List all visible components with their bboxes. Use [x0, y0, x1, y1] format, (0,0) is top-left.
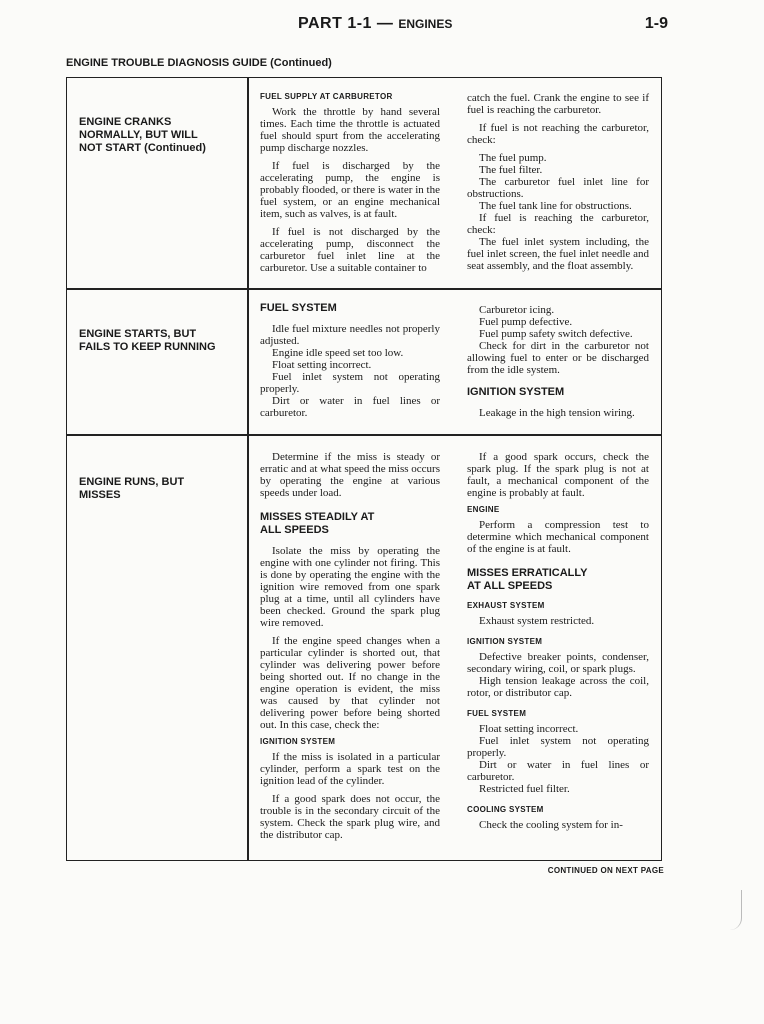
row-divider: [67, 288, 661, 290]
paragraph: If the engine speed changes when a particular cylinder is shorted out, that cylinder was delivering power before being shorted out. If no change in the engine operation is evident, the miss was caused by that cylinder not delivering power before being shorted out. In this case, check the:: [260, 635, 440, 731]
condition-starts-fails: ENGINE STARTS, BUT FAILS TO KEEP RUNNING: [79, 328, 216, 353]
heading-exhaust-system: EXHAUST SYSTEM: [467, 601, 545, 610]
guide-title: ENGINE TROUBLE DIAGNOSIS GUIDE (Continued): [66, 57, 332, 69]
heading-ignition-system: IGNITION SYSTEM: [467, 386, 565, 398]
list-item: Fuel inlet system not operating properly.: [260, 371, 440, 395]
diagnosis-table: [66, 77, 662, 861]
list-item: Check for dirt in the carburetor not allowing fuel to enter or be discharged from the idle system.: [467, 340, 649, 376]
list-item: Dirt or water in fuel lines or carburetor.: [260, 395, 440, 419]
list-item: If fuel is reaching the carburetor, check:: [467, 212, 649, 236]
list-item: Restricted fuel filter.: [479, 783, 570, 795]
page-edge-mark: [729, 890, 742, 930]
list-item: Leakage in the high tension wiring.: [479, 407, 635, 419]
cause-column-right: [467, 92, 649, 272]
list-item: Check the cooling system for in-: [479, 819, 623, 831]
page-number: 1-9: [644, 15, 668, 32]
heading-misses-erratically: MISSES ERRATICALLY AT ALL SPEEDS: [467, 567, 588, 592]
paragraph: If fuel is not discharged by the accelerating pump, disconnect the carburetor fuel inlet line at the carburetor. Use a suitable container to: [260, 226, 440, 274]
list-item: Float setting incorrect.: [272, 359, 372, 371]
column-divider: [247, 78, 249, 860]
part-label: PART 1-1: [298, 15, 372, 32]
paragraph: If a good spark occurs, check the spark plug. If the spark plug is not at fault, a mechanical component of the engine is probably at fault.: [467, 451, 649, 499]
paragraph: catch the fuel. Crank the engine to see if fuel is reaching the carburetor.: [467, 92, 649, 116]
list-item: High tension leakage across the coil, rotor, or distributor cap.: [467, 675, 649, 699]
row-divider: [67, 434, 661, 436]
list-item: The fuel tank line for obstructions.: [479, 200, 632, 212]
heading-misses-steadily: MISSES STEADILY AT ALL SPEEDS: [260, 511, 375, 536]
cause-column-left: [260, 92, 440, 280]
list-item: The fuel filter.: [479, 164, 543, 176]
paragraph: Perform a compression test to determine which mechanical component of the engine is at fault.: [467, 519, 649, 555]
list-item: Fuel pump defective.: [479, 316, 573, 328]
condition-cranks-no-start: ENGINE CRANKS NORMALLY, BUT WILL NOT START (Continued): [79, 116, 206, 154]
heading-ignition-system: IGNITION SYSTEM: [467, 637, 543, 646]
list-item: Dirt or water in fuel lines or carburetor.: [467, 759, 649, 783]
paragraph: If the miss is isolated in a particular cylinder, perform a spark test on the ignition lead of the cylinder.: [260, 751, 440, 787]
list-item: Float setting incorrect.: [479, 723, 579, 735]
section-label: ENGINES: [398, 17, 453, 31]
list-item: Exhaust system restricted.: [479, 615, 595, 627]
list-item: The carburetor fuel inlet line for obstructions.: [467, 176, 649, 200]
list-item: The fuel pump.: [479, 152, 547, 164]
heading-fuel-system: FUEL SYSTEM: [467, 709, 527, 718]
list-item: Carburetor icing.: [479, 304, 555, 316]
list-item: Idle fuel mixture needles not properly adjusted.: [260, 323, 440, 347]
heading-cooling-system: COOLING SYSTEM: [467, 805, 544, 814]
header-title: PART 1-1 — ENGINES: [298, 15, 453, 32]
heading-fuel-supply: FUEL SUPPLY AT CARBURETOR: [260, 92, 393, 101]
paragraph: If fuel is not reaching the carburetor, check:: [467, 122, 649, 146]
list-item: Fuel pump safety switch defective.: [479, 328, 633, 340]
continued-note: CONTINUED ON NEXT PAGE: [547, 866, 664, 875]
paragraph: Determine if the miss is steady or erratic and at what speed the miss occurs by operating the engine at various speeds under load.: [260, 451, 440, 499]
paragraph: If a good spark does not occur, the trouble is in the secondary circuit of the system. Check the spark plug wire, and the distributor cap.: [260, 793, 440, 841]
condition-runs-misses: ENGINE RUNS, BUT MISSES: [79, 476, 185, 501]
heading-engine: ENGINE: [467, 505, 500, 514]
paragraph: Isolate the miss by operating the engine with one cylinder not firing. This is done by operating the engine with the ignition wire removed from one spark plug at a time, until all cylinders have been checked. Ground the spark plug wire removed.: [260, 545, 440, 629]
paragraph: If fuel is discharged by the accelerating pump, the engine is probably flooded, or there is water in the fuel system, or an engine mechanical item, such as valves, is at fault.: [260, 160, 440, 220]
heading-fuel-system: FUEL SYSTEM: [260, 302, 337, 314]
list-item: The fuel inlet system including, the fuel inlet screen, the fuel inlet needle and seat assembly, and the float assembly.: [467, 236, 649, 272]
paragraph: Work the throttle by hand several times. Each time the throttle is actuated fuel should spurt from the accelerating pump discharge nozzles.: [260, 106, 440, 154]
cause-column-right: [467, 304, 649, 419]
list-item: Engine idle speed set too low.: [272, 347, 404, 359]
cause-column-left: [260, 302, 440, 419]
list-item: Defective breaker points, condenser, secondary wiring, coil, or spark plugs.: [467, 651, 649, 675]
page-header: [0, 12, 764, 34]
cause-column-left: [260, 451, 440, 847]
heading-ignition-system: IGNITION SYSTEM: [260, 737, 336, 746]
cause-column-right: [467, 451, 649, 831]
list-item: Fuel inlet system not operating properly.: [467, 735, 649, 759]
